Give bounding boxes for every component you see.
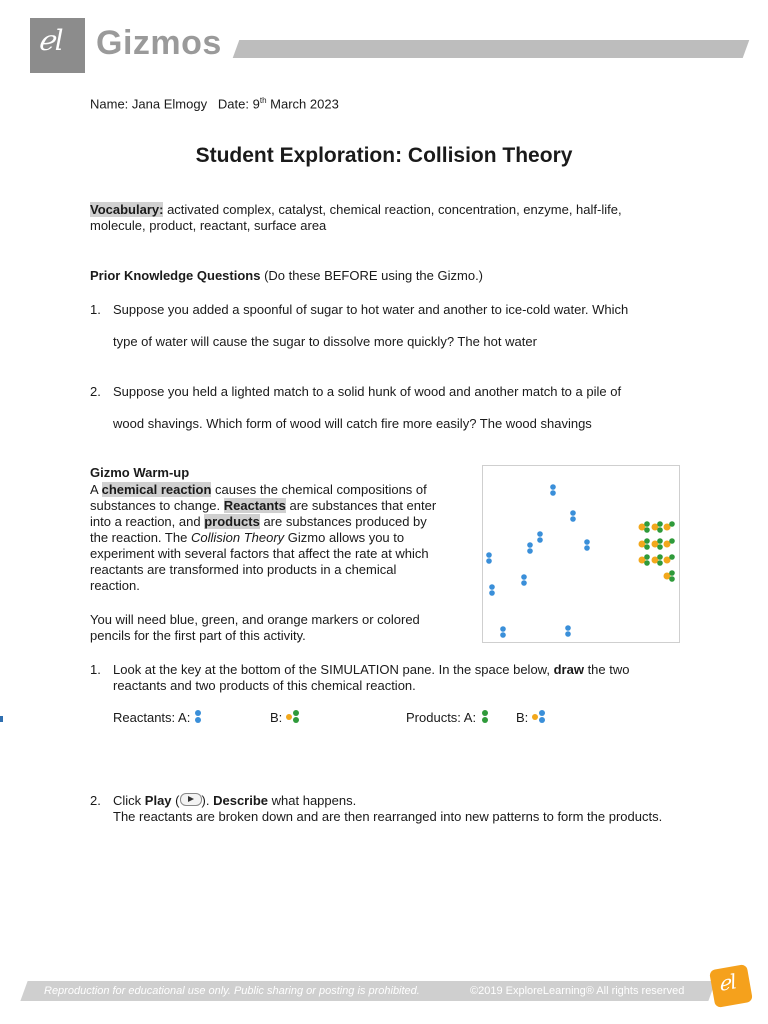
q2-rest: what happens. [271, 793, 357, 808]
warmup-text-b: causes the chemical compositions of substances to change. [90, 482, 427, 513]
explorelearning-logo [709, 964, 753, 1008]
product-b-molecule-icon [532, 710, 548, 724]
q2-text [113, 793, 356, 809]
prior-q1-line1: Suppose you added a spoonful of sugar to hot water and another to ice-cold water. Which [113, 302, 629, 317]
date-day: 9 [252, 96, 260, 112]
warmup-text-e: Gizmo allows you to experiment with several factors that affect the rate at which reactants are transformed into products in a chemical reaction. [90, 530, 429, 593]
reactant-b-row [270, 710, 302, 726]
warmup-text-d: are substances produced by the reaction. The [90, 514, 427, 545]
warmup-heading: Gizmo Warm-up [90, 465, 190, 480]
play-icon [180, 793, 202, 806]
reactant-a-molecule-icon [194, 710, 204, 724]
student-name: Jana Elmogy [131, 96, 208, 112]
term-chemical-reaction: chemical reaction [101, 482, 212, 497]
product-b-row [516, 710, 548, 726]
prior-q1-line2: type of water will cause the sugar to dissolve more quickly? The hot water [113, 334, 537, 349]
q1-number: 1. [90, 662, 101, 677]
product-a-row [406, 710, 490, 726]
products-b-label: B: [516, 710, 529, 725]
header-bar [233, 40, 750, 58]
prior-heading: Prior Knowledge Questions [90, 268, 261, 283]
simulation-preview [482, 465, 680, 643]
margin-mark [0, 716, 3, 722]
name-label: Name: [90, 96, 129, 112]
date-label: Date: [217, 96, 249, 112]
q1-text [113, 662, 673, 694]
brand-name: Gizmos [96, 24, 222, 62]
simulation-molecules [483, 466, 679, 642]
reactant-a-row [113, 710, 204, 726]
warmup-text-a: A [90, 482, 98, 497]
date-rest: March 2023 [270, 96, 339, 112]
q2-click: Click [113, 793, 142, 808]
gizmo-name: Collision Theory [190, 530, 285, 545]
q2-describe: Describe [213, 793, 269, 808]
prior-q1-number: 1. [90, 302, 101, 317]
term-reactants: Reactants [223, 498, 286, 513]
prior-note: (Do these BEFORE using the Gizmo.) [264, 268, 484, 283]
q2-play: Play [144, 793, 172, 808]
footer-logo-glyph: ℯl [716, 969, 739, 996]
prior-q2-line1: Suppose you held a lighted match to a solid hunk of wood and another match to a pile of [113, 384, 622, 399]
q1-draw: draw [553, 662, 584, 677]
prior-q2-line2: wood shavings. Which form of wood will catch fire more easily? The wood shavings [113, 416, 592, 431]
logo-glyph: ℯl [38, 24, 64, 57]
products-a-label: Products: A: [406, 710, 477, 725]
q2-number: 2. [90, 793, 101, 808]
date-suffix: th [259, 96, 267, 105]
q2-answer: The reactants are broken down and are then rearranged into new patterns to form the products. [113, 809, 663, 824]
vocabulary-text: activated complex, catalyst, chemical reaction, concentration, enzyme, half-life, molecule, product, reactant, surface area [90, 202, 622, 233]
gizmos-logo [30, 18, 85, 73]
footer-disclaimer: Reproduction for educational use only. Public sharing or posting is prohibited. [44, 985, 420, 997]
q1-text-a: Look at the key at the bottom of the SIMULATION pane. In the space below, [113, 662, 550, 677]
footer-copyright: ©2019 ExploreLearning® All rights reserved [470, 985, 685, 997]
term-products: products [204, 514, 260, 529]
page-title: Student Exploration: Collision Theory [195, 144, 573, 167]
prior-knowledge-heading [90, 268, 483, 284]
warmup-text-c: are substances that enter into a reaction, and [90, 498, 437, 529]
q1-text-b: the two reactants and two products of this chemical reaction. [113, 662, 630, 693]
product-a-molecule-icon [480, 710, 490, 724]
reactants-b-label: B: [270, 710, 283, 725]
warmup-paragraph-1 [90, 482, 446, 594]
orange-green-molecules [639, 521, 675, 582]
q2-paren-open: ( [175, 793, 180, 808]
reactant-b-molecule-icon [286, 710, 302, 724]
q2-paren-close: ). [201, 793, 210, 808]
reactants-a-label: Reactants: A: [113, 710, 191, 725]
vocabulary-label: Vocabulary: [90, 202, 164, 217]
warmup-paragraph-2: You will need blue, green, and orange markers or colored pencils for the first part of this activity. [90, 612, 420, 643]
vocabulary [90, 202, 680, 234]
prior-q2-number: 2. [90, 384, 101, 399]
student-info [90, 93, 339, 112]
blue-molecules [486, 484, 590, 638]
